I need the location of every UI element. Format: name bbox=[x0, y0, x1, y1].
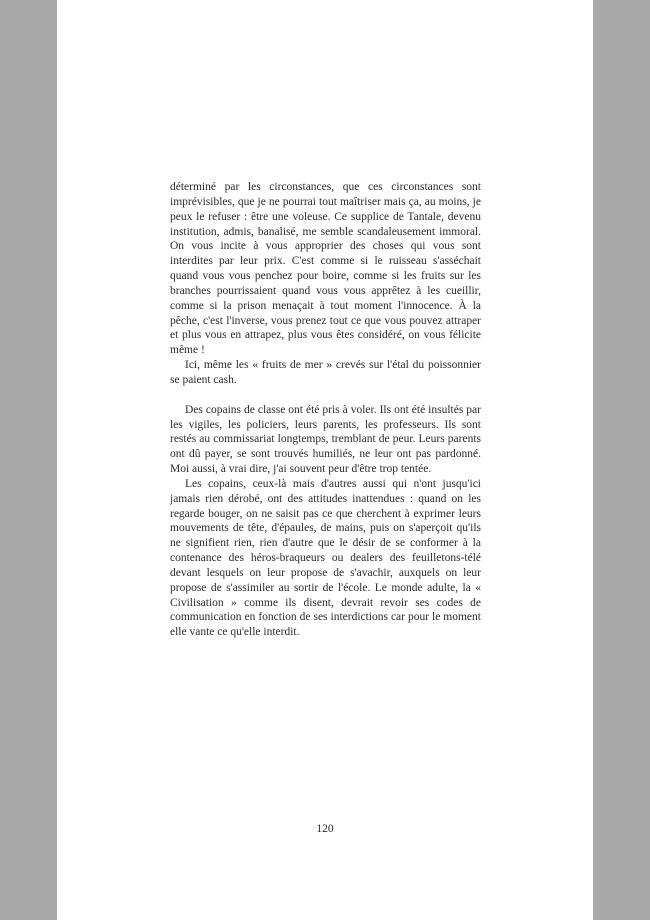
page-text bbox=[170, 180, 481, 640]
page-number: 120 bbox=[316, 823, 334, 835]
paragraph: Ici, même les « fruits de mer » crevés sur l'étal du poissonnier se paient cash. bbox=[170, 359, 481, 386]
paragraph: déterminé par les circonstances, que ces circonstances sont imprévisibles, que je ne pourrai tout maîtriser mais ça, au moins, je peux le refuser : être une voleuse. Ce supplice de Tantale, devenu institution, admis, banalisé, me semble scandaleusement immoral. On vous incite à vous approprier des choses qui vous sont interdites par leur prix. C'est comme si le ruisseau s'asséchait quand vous vous penchez pour boire, comme si les fruits sur les branches pourrissaient quand vous vous apprêtez à les cueillir, comme si la prison menaçait à tout moment l'innocence. À la pêche, c'est l'inverse, vous prenez tout ce que vous pouvez attraper et plus vous en attrapez, plus vous êtes considéré, on vous félicite même ! bbox=[170, 181, 481, 357]
paragraph: Les copains, ceux-là mais d'autres aussi qui n'ont jusqu'ici jamais rien dérobé, ont des attitudes inattendues : quand on les regarde bouger, on ne saisit pas ce que cherchent à exprimer leurs mouvements de tête, d'épaules, de mains, puis on s'aperçoit qu'ils ne signifient rien, rien d'autre que le désir de se conformer à la contenance des héros-braqueurs ou dealers des feuilletons-télé devant lesquels on leur propose de s'avachir, auxquels on leur propose de s'assimiler au sortir de l'école. Le monde adulte, la « Civilisation » comme ils disent, devrait revoir ses codes de communication en fonction de ses interdictions car pour le moment elle vante ce qu'elle interdit. bbox=[170, 477, 481, 639]
paragraph: Des copains de classe ont été pris à voler. Ils ont été insultés par les vigiles, les policiers, leurs parents, les professeurs. Ils sont restés au commissariat longtemps, tremblant de peur. Leurs parents ont dû payer, se sont trouvés humiliés, ne leur ont pas pardonné. Moi aussi, à vrai dire, j'ai souvent peur d'être trop tentée. bbox=[170, 403, 481, 476]
book-page bbox=[57, 0, 593, 920]
